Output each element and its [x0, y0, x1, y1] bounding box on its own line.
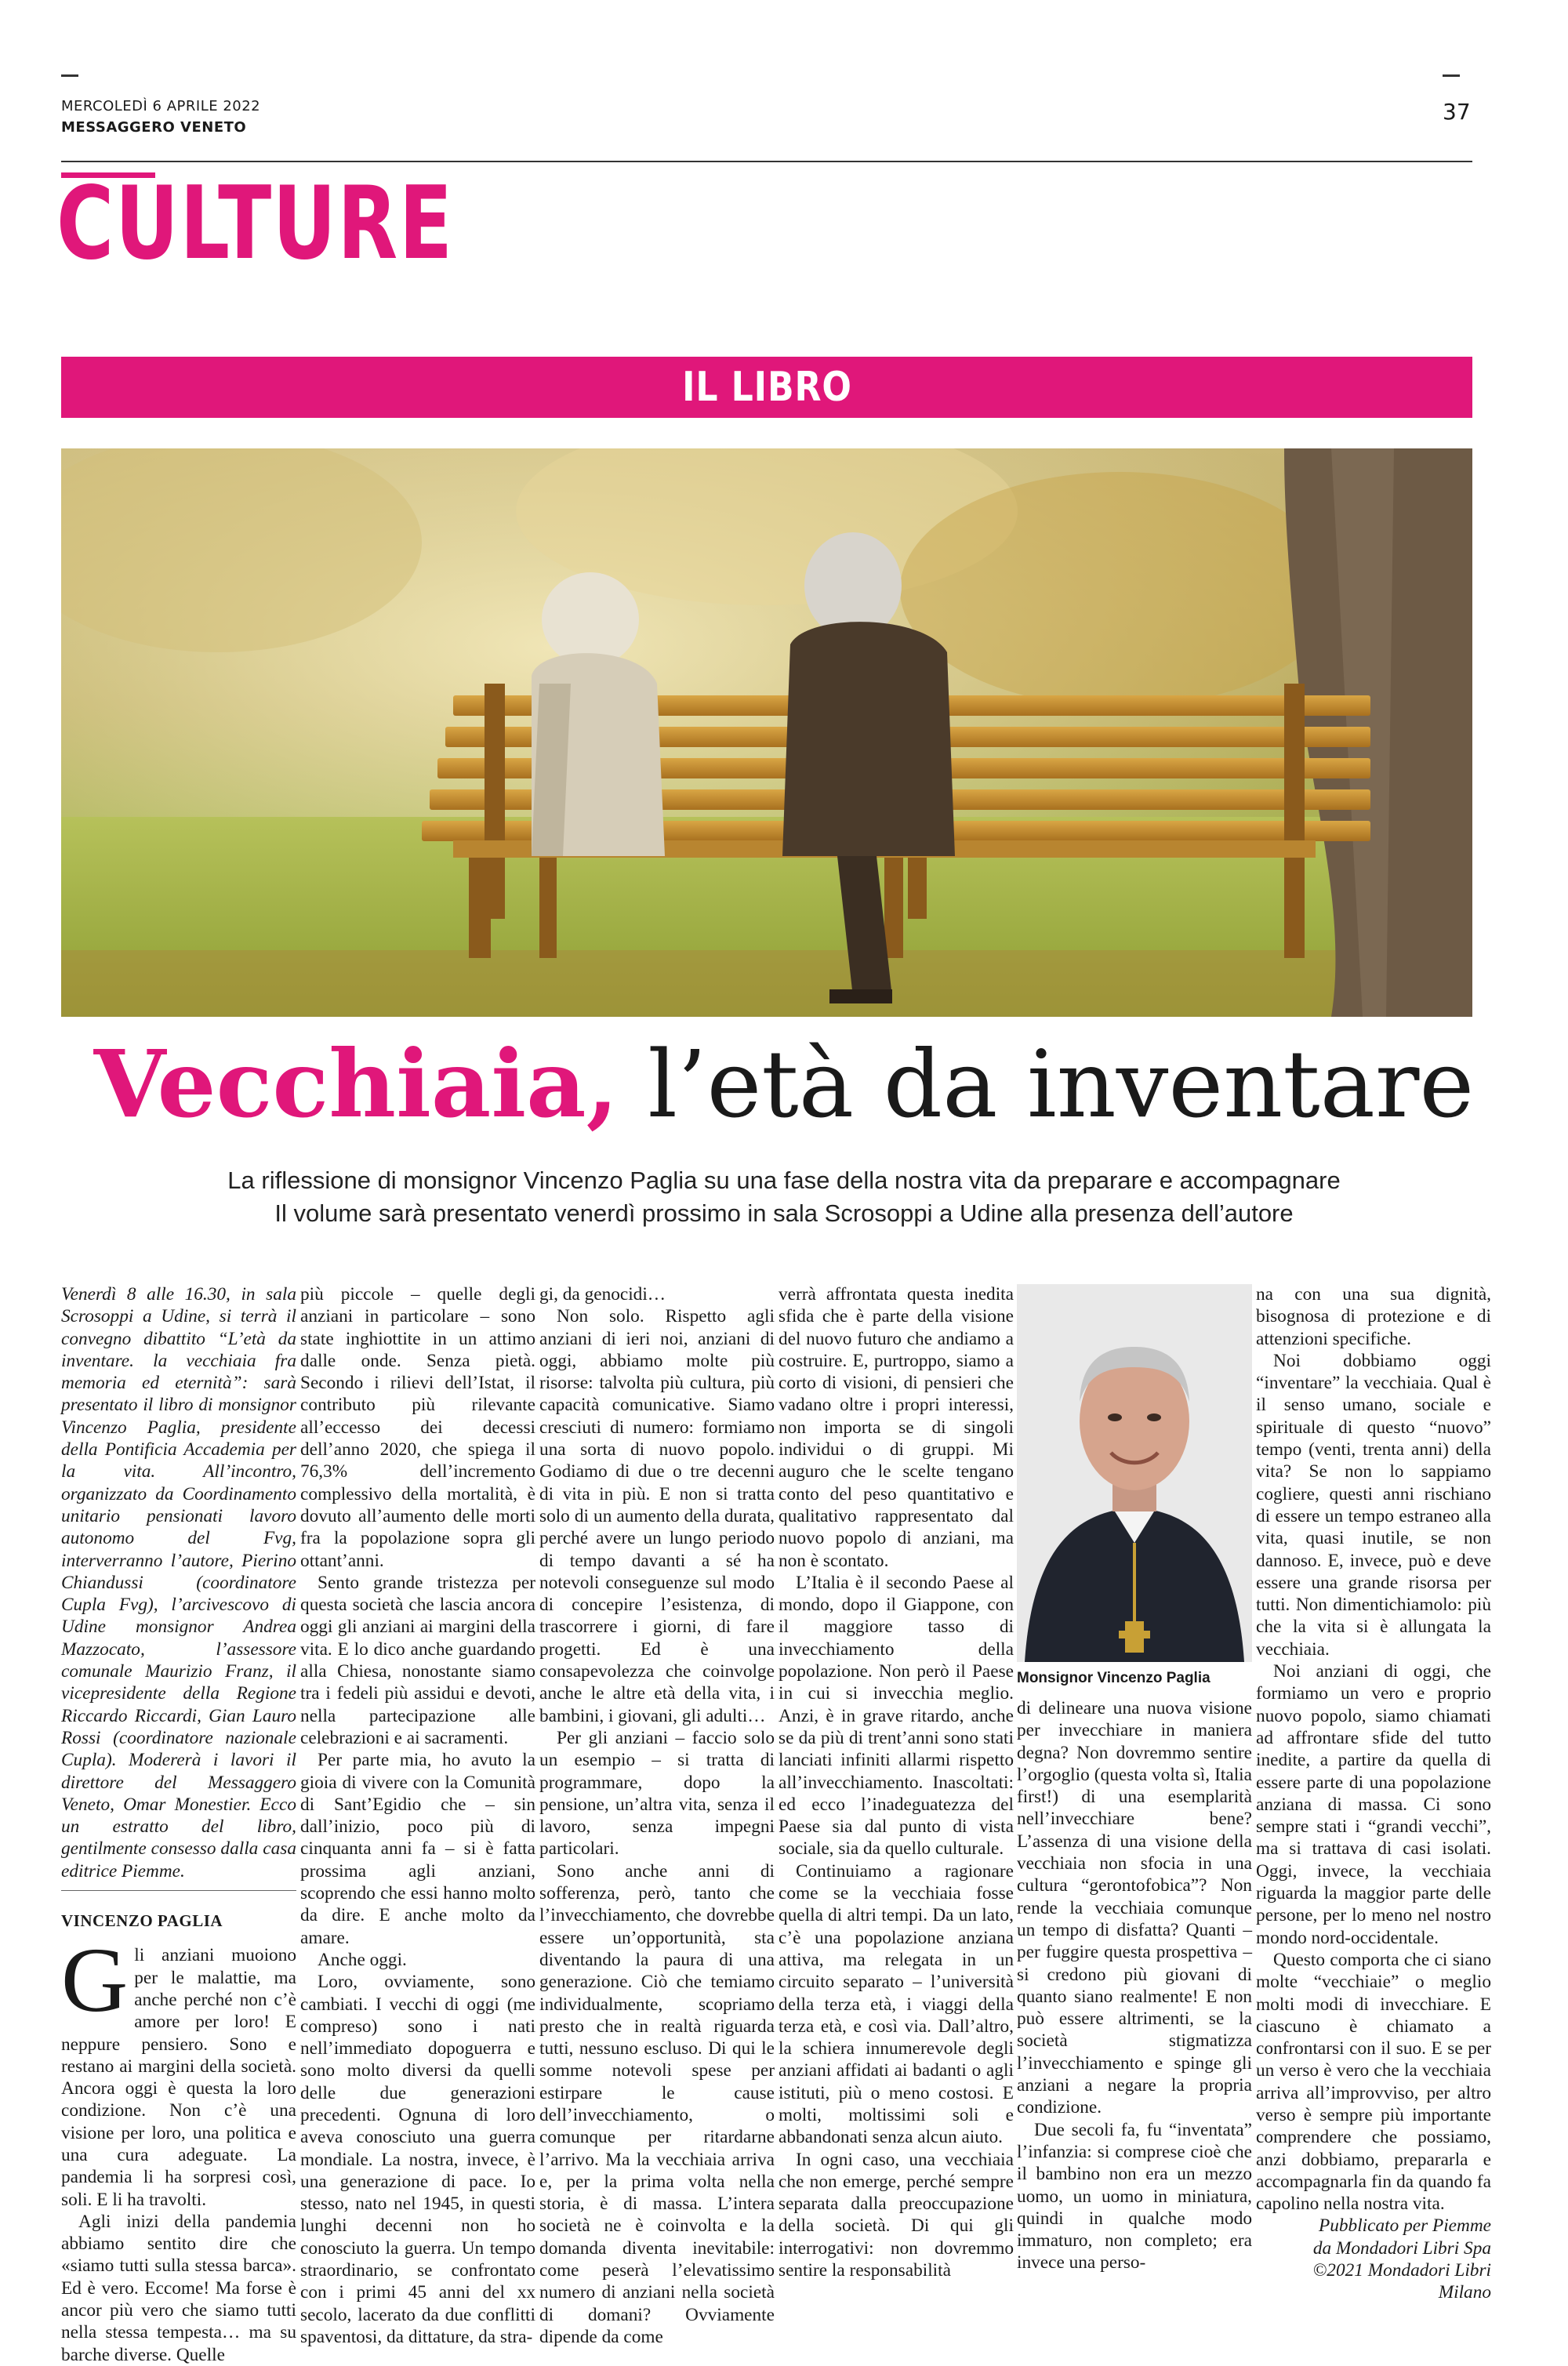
headline-rest: l’età da inventare	[618, 1030, 1475, 1138]
body-paragraph: Sento grande tristezza per questa società che lascia ancora oggi gli anziani ai margini della vita. E lo dico anche guardando alla Chiesa, nonostante siamo tra i fedeli più assidui e devoti, nella partecipazione alle celebrazioni e ai sacramenti.	[300, 1572, 535, 1748]
topic-banner-label: IL LIBRO	[681, 364, 852, 411]
body-paragraph: Noi dobbiamo oggi “inventare” la vecchiaia. Qual è il senso umano, sociale e spirituale di questo “nuovo” tempo (venti, trenta anni) della vita? Se non lo sappiamo cogliere, questi anni rischiano di essere un tempo estraneo alla vita, quasi inutile, se non dannoso. E, invece, può e deve essere una grande risorsa per tutti. Non dimentichiamolo: più che la vita si è allungata la vecchiaia.	[1256, 1350, 1491, 1660]
body-paragraph: Questo comporta che ci siano molte “vecchiaie” o meglio molti modi di invecchiare. E ciascuno è chiamato a confrontarsi con il suo. E se per un verso è vero che la vecchiaia arriva all’improvviso, per altro verso è sempre più importante comprendere che possiamo, anzi dobbiamo, prepararla e accompagnarla fin da quando fa capolino nella nostra vita.	[1256, 1949, 1491, 2215]
body-paragraph: verrà affrontata questa inedita sfida che è parte della visione del nuovo futuro che andiamo a costruire. E, purtroppo, siamo a corto di visioni, di pensieri che vadano oltre i propri interessi, non importa se di singoli individui o di gruppi. Mi auguro che le scelte tengano conto del peso quantitativo e qualitativo rappresentato dal nuovo popolo di anziani, ma non è scontato.	[779, 1284, 1014, 1571]
body-paragraph: Noi anziani di oggi, che formiamo un vero e proprio nuovo popolo, siamo chiamati ad affrontare sfide del tutto inedite, a partire da quella di essere parte di una popolazione anziana di massa. Ci sono sempre stati i “grandi vecchi”, ma si trattava di casi isolati. Oggi, invece, la vecchiaia riguarda la maggior parte delle persone, per lo meno nel nostro mondo nord-occidentale.	[1256, 1661, 1491, 1948]
body-paragraph: Agli inizi della pandemia abbiamo sentito dire che «siamo tutti sulla stessa barca». Ed è vero. Eccome! Ma forse è ancor più vero che siamo tutti nella stessa tempesta… ma su barche diverse. Quelle	[61, 2211, 296, 2365]
author-byline: VINCENZO PAGLIA	[61, 1911, 223, 1931]
body-paragraph: Per parte mia, ho avuto la gioia di vivere con la Comunità di Sant’Egidio che – sin dall’inizio, poco più di cinquanta anni fa – si è fatta prossima agli anziani, scoprendo che essi hanno molto da dire. E anche molto da amare.	[300, 1750, 535, 1948]
intro-paragraph: Venerdì 8 alle 16.30, in sala Scrosoppi a Udine, si terrà il convegno dibattito “L’età da inventare. la vecchiaia fra memoria ed eternità”: sarà presentato il libro di monsignor Vincenzo Paglia, presidente della Pontificia Accademia per la vita. All’incontro, organizzato da Coordinamento unitario pensionati lavoro autonomo del Fvg, interverranno l’autore, Pierino Chiandussi (coordinatore Cupla Fvg), l’arcivescovo di Udine monsignor Andrea Mazzocato, l’assessore comunale Maurizio Franz, il vicepresidente della Regione Riccardo Riccardi, Gian Lauro Rossi (coordinatore nazionale Cupla). Modererà i lavori il direttore del Messaggero Veneto, Omar Monestier. Ecco un estratto del libro, gentilmente consesso dalla casa editrice Piemme.	[61, 1284, 296, 1882]
article-column-3	[539, 1283, 775, 2348]
body-paragraph: Anche oggi.	[318, 1949, 407, 1970]
body-paragraph: In ogni caso, una vecchiaia che non emerge, perché sempre separata dalla preoccupazione della società. Di qui gli interrogativi: non dovremmo sentire la responsabilità	[779, 2149, 1014, 2281]
author-portrait	[1017, 1284, 1252, 1662]
header-rule-mark	[61, 74, 78, 77]
article-column-4	[779, 1283, 1014, 2281]
body-paragraph: Non solo. Rispetto agli anziani di ieri noi, anziani di oggi, abbiamo molte più risorse: talvolta più cultura, più capacità comunicative. Siamo cresciuti di numero: formiamo una sorta di nuovo popolo. Godiamo di due o tre decenni di vita in più. E non si tratta solo di un aumento della durata, perché avere un lungo periodo di tempo davanti a sé ha notevoli conseguenze sul modo di concepire l’esistenza, di trascorrere i giorni, di fare progetti. Ed è una consapevolezza che coinvolge anche le altre età della vita, i bambini, i giovani, gli adulti…	[539, 1306, 775, 1726]
issue-date: MERCOLEDÌ 6 APRILE 2022	[61, 98, 261, 114]
intro-separator	[61, 1890, 296, 1891]
body-paragraph: Continuiamo a ragionare come se la vecchiaia fosse quella di altri tempi. Da un lato, c’è una popolazione anziana attiva, ma relegata in un circuito separato – l’università della terza età, i viaggi della terza età, e così via. Dall’altro, la schiera innumerevole degli anziani affidati ai badanti o agli istituti, più o meno costosi. E molti, moltissimi soli e abbandonati senza alcun aiuto.	[779, 1860, 1014, 2148]
article-column-5	[1017, 1697, 1252, 2274]
page-number: 37	[1443, 99, 1471, 125]
body-paragraph: Due secoli fa, fu “inventata” l’infanzia: si comprese cioè che il bambino non era un mezzo uomo, un uomo in miniatura, quindi in qualche modo immaturo, non completo; era invece una perso-	[1017, 2119, 1252, 2273]
article-column-1	[61, 1283, 296, 2366]
body-paragraph-text: li anziani muoiono per le malattie, ma anche perché non c’è amore per loro! E neppure pensiero. Sono e restano ai margini della società. Ancora oggi è questa la loro condizione. Non c’è una visione per loro, una politica e una cura adeguate. La pandemia li ha sorpresi così, soli. E li ha travolti.	[61, 1945, 296, 2210]
body-paragraph: L’Italia è il secondo Paese al mondo, dopo il Giappone, con il maggiore tasso di invecchiamento della popolazione. Non però il Paese in cui si invecchia meglio. Anzi, è in grave ritardo, anche se da più di trent’anni sono stati lanciati infiniti allarmi rispetto all’invecchiamento. Inascoltati: ed ecco l’inadeguatezza del Paese sia dal punto di vista sociale, sia da quello culturale.	[779, 1572, 1014, 1860]
body-paragraph: Sono anche anni di sofferenza, però, tanto che l’invecchiamento, che dovrebbe essere un’opportunità, sta diventando la paura di una generazione. Ciò che temiamo individualmente, scopriamo presto che in realtà riguarda tutti, nessuno escluso. Di qui le somme notevoli spese per estirpare le cause dell’invecchiamento, o comunque per ritardarne l’arrivo. Ma la vecchiaia arriva e, per la prima volta nella storia, è di massa. L’intera società ne è coinvolta e la domanda diventa inevitabile: come peserà l’elevatissimo numero di anziani nella società di domani? Ovviamente dipende da come	[539, 1860, 775, 2347]
lead-photo	[61, 448, 1472, 1017]
headline-highlight: Vecchiaia,	[93, 1029, 619, 1138]
portrait-caption: Monsignor Vincenzo Paglia	[1017, 1670, 1210, 1686]
subheadline-line-2: Il volume sarà presentato venerdì prossimo in sala Scrosoppi a Udine alla presenza dell’autore	[274, 1199, 1294, 1227]
headline	[0, 1029, 1568, 1138]
topic-banner	[61, 357, 1472, 418]
credit-line: Milano	[1438, 2282, 1491, 2303]
section-title: CULTURE	[56, 165, 454, 282]
credit-line: ©2021 Mondadori Libri	[1312, 2260, 1491, 2281]
body-paragraph: più piccole – quelle degli anziani in particolare – sono state inghiottite in un attimo dalle onde. Senza pietà. Secondo i rilievi dell’Istat, il contributo più rilevante all’eccesso dei decessi dell’anno 2020, che spiega il 76,3% dell’incremento complessivo della mortalità, è dovuto all’aumento delle morti fra la popolazione sopra gli ottant’anni.	[300, 1284, 535, 1571]
newspaper-name: MESSAGGERO VENETO	[61, 119, 247, 136]
header-divider	[61, 161, 1472, 162]
body-paragraph: Per gli anziani – faccio solo un esempio – si tratta di programmare, dopo la pensione, un’altra vita, senza il lavoro, senza impegni particolari.	[539, 1727, 775, 1860]
page-number-mark	[1443, 74, 1460, 77]
body-paragraph: gi, da genocidi…	[539, 1284, 666, 1305]
credit-line: da Mondadori Libri Spa	[1312, 2237, 1491, 2259]
drop-cap: G	[61, 1929, 129, 2032]
credit-line: Pubblicato per Piemme	[1319, 2215, 1491, 2237]
subheadline-line-1: La riflessione di monsignor Vincenzo Paglia su una fase della nostra vita da preparare e accompagnare	[227, 1167, 1341, 1194]
article-column-6	[1256, 1283, 1491, 2304]
publisher-credit	[1256, 2215, 1491, 2303]
body-paragraph: na con una sua dignità, bisognosa di protezione e di attenzioni specifiche.	[1256, 1284, 1491, 1349]
body-paragraph	[61, 1929, 296, 2211]
article-column-2	[300, 1283, 535, 2348]
body-paragraph: di delineare una nuova visione per invecchiare in maniera degna? Non dovremmo sentire l’orgoglio (questa volta sì, Italia first!) di una esemplarità nell’invecchiare bene? L’assenza di una visione della vecchiaia non sfocia in una cultura “gerontofobica”? Non rende la vecchiaia comunque un tempo di disfatta? Quanti – per fuggire questa prospettiva – si credono più giovani di quanto siano realmente! E non può essere altrimenti, se la società stigmatizza l’invecchiamento e spinge gli anziani a negare la propria condizione.	[1017, 1698, 1252, 2118]
body-paragraph: Loro, ovviamente, sono cambiati. I vecchi di oggi (me compreso) sono i nati nell’immediato dopoguerra e sono molto diversi da quelli delle due generazioni precedenti. Ognuna di loro aveva conosciuto una guerra mondiale. La nostra, invece, è una generazione di pace. Io stesso, nato nel 1945, in questi lunghi decenni non ho conosciuto la guerra. Un tempo straordinario, se confrontato con i primi 45 anni del xx secolo, lacerato da due conflitti spaventosi, da dittature, da stra-	[300, 1972, 535, 2347]
